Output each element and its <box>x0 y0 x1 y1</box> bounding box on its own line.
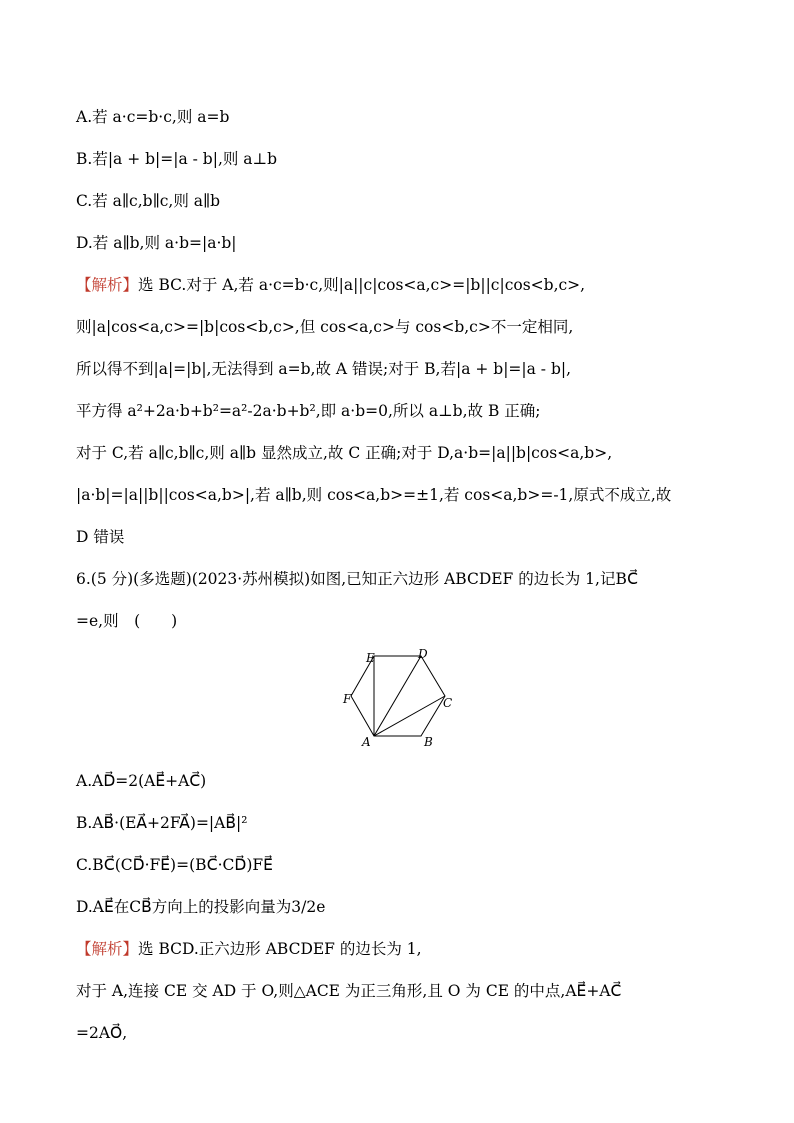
q5-option-b: B.若|a + b|=|a - b|,则 a⊥b <box>76 150 278 168</box>
vertex-label-a: A <box>362 735 371 749</box>
analysis-tag: 【解析】 <box>76 276 139 294</box>
q6-option-a: A.AD⃗=2(AE⃗+AC⃗) <box>76 772 207 790</box>
q5-option-c: C.若 a∥c,b∥c,则 a∥b <box>76 192 221 210</box>
vertex-label-f: F <box>343 692 352 706</box>
q5-analysis-line-3: 所以得不到|a|=|b|,无法得到 a=b,故 A 错误;对于 B,若|a + b|=|a - b|, <box>76 360 572 378</box>
q6-analysis-text: 选 BCD.正六边形 ABCDEF 的边长为 1, <box>138 940 422 958</box>
q6-option-b: B.AB⃗·(EA⃗+2FA⃗)=|AB⃗|² <box>76 814 248 832</box>
q5-analysis-line-4: 平方得 a²+2a·b+b²=a²-2a·b+b²,即 a·b=0,所以 a⊥b,故 B 正确; <box>76 402 541 420</box>
segment-ad <box>374 656 421 736</box>
analysis-tag: 【解析】 <box>76 940 139 958</box>
q6-analysis-line-2: 对于 A,连接 CE 交 AD 于 O,则△ACE 为正三角形,且 O 为 CE 的中点,AE⃗+AC⃗ <box>76 982 622 1000</box>
q6-stem-line-1: 6.(5 分)(多选题)(2023·苏州模拟)如图,已知正六边形 ABCDEF 的边长为 1,记BC⃗ <box>76 570 638 588</box>
q6-analysis-line-3: =2AO⃗, <box>76 1024 128 1042</box>
hexagon-outline <box>351 656 445 736</box>
q6-analysis-first-line <box>76 938 422 960</box>
q5-analysis-line-6: |a·b|=|a||b||cos<a,b>|,若 a∥b,则 cos<a,b>=±1,若 cos<a,b>=-1,原式不成立,故 <box>76 486 672 504</box>
q6-option-d: D.AE⃗在CB⃗方向上的投影向量为3/2e <box>76 898 326 916</box>
q5-analysis-text: 选 BC.对于 A,若 a·c=b·c,则|a||c|cos<a,c>=|b||c|cos<b,c>, <box>138 276 586 294</box>
q5-option-d: D.若 a∥b,则 a·b=|a·b| <box>76 234 237 252</box>
q5-analysis-first-line <box>76 274 585 296</box>
vertex-label-d: D <box>418 647 428 661</box>
segment-ac <box>374 696 445 736</box>
q5-analysis-line-5: 对于 C,若 a∥c,b∥c,则 a∥b 显然成立,故 C 正确;对于 D,a·b=|a||b|cos<a,b>, <box>76 444 613 462</box>
vertex-label-b: B <box>424 735 433 749</box>
q5-analysis-line-7: D 错误 <box>76 528 125 546</box>
q6-stem-line-2: =e,则 ( ) <box>76 612 178 630</box>
q6-option-c: C.BC⃗(CD⃗·FE⃗)=(BC⃗·CD⃗)FE⃗ <box>76 856 273 874</box>
q5-option-a: A.若 a·c=b·c,则 a=b <box>76 108 230 126</box>
vertex-label-e: E <box>366 651 375 665</box>
q5-analysis-line-2: 则|a|cos<a,c>=|b|cos<b,c>,但 cos<a,c>与 cos<b,c>不一定相同, <box>76 318 574 336</box>
vertex-label-c: C <box>443 696 453 710</box>
